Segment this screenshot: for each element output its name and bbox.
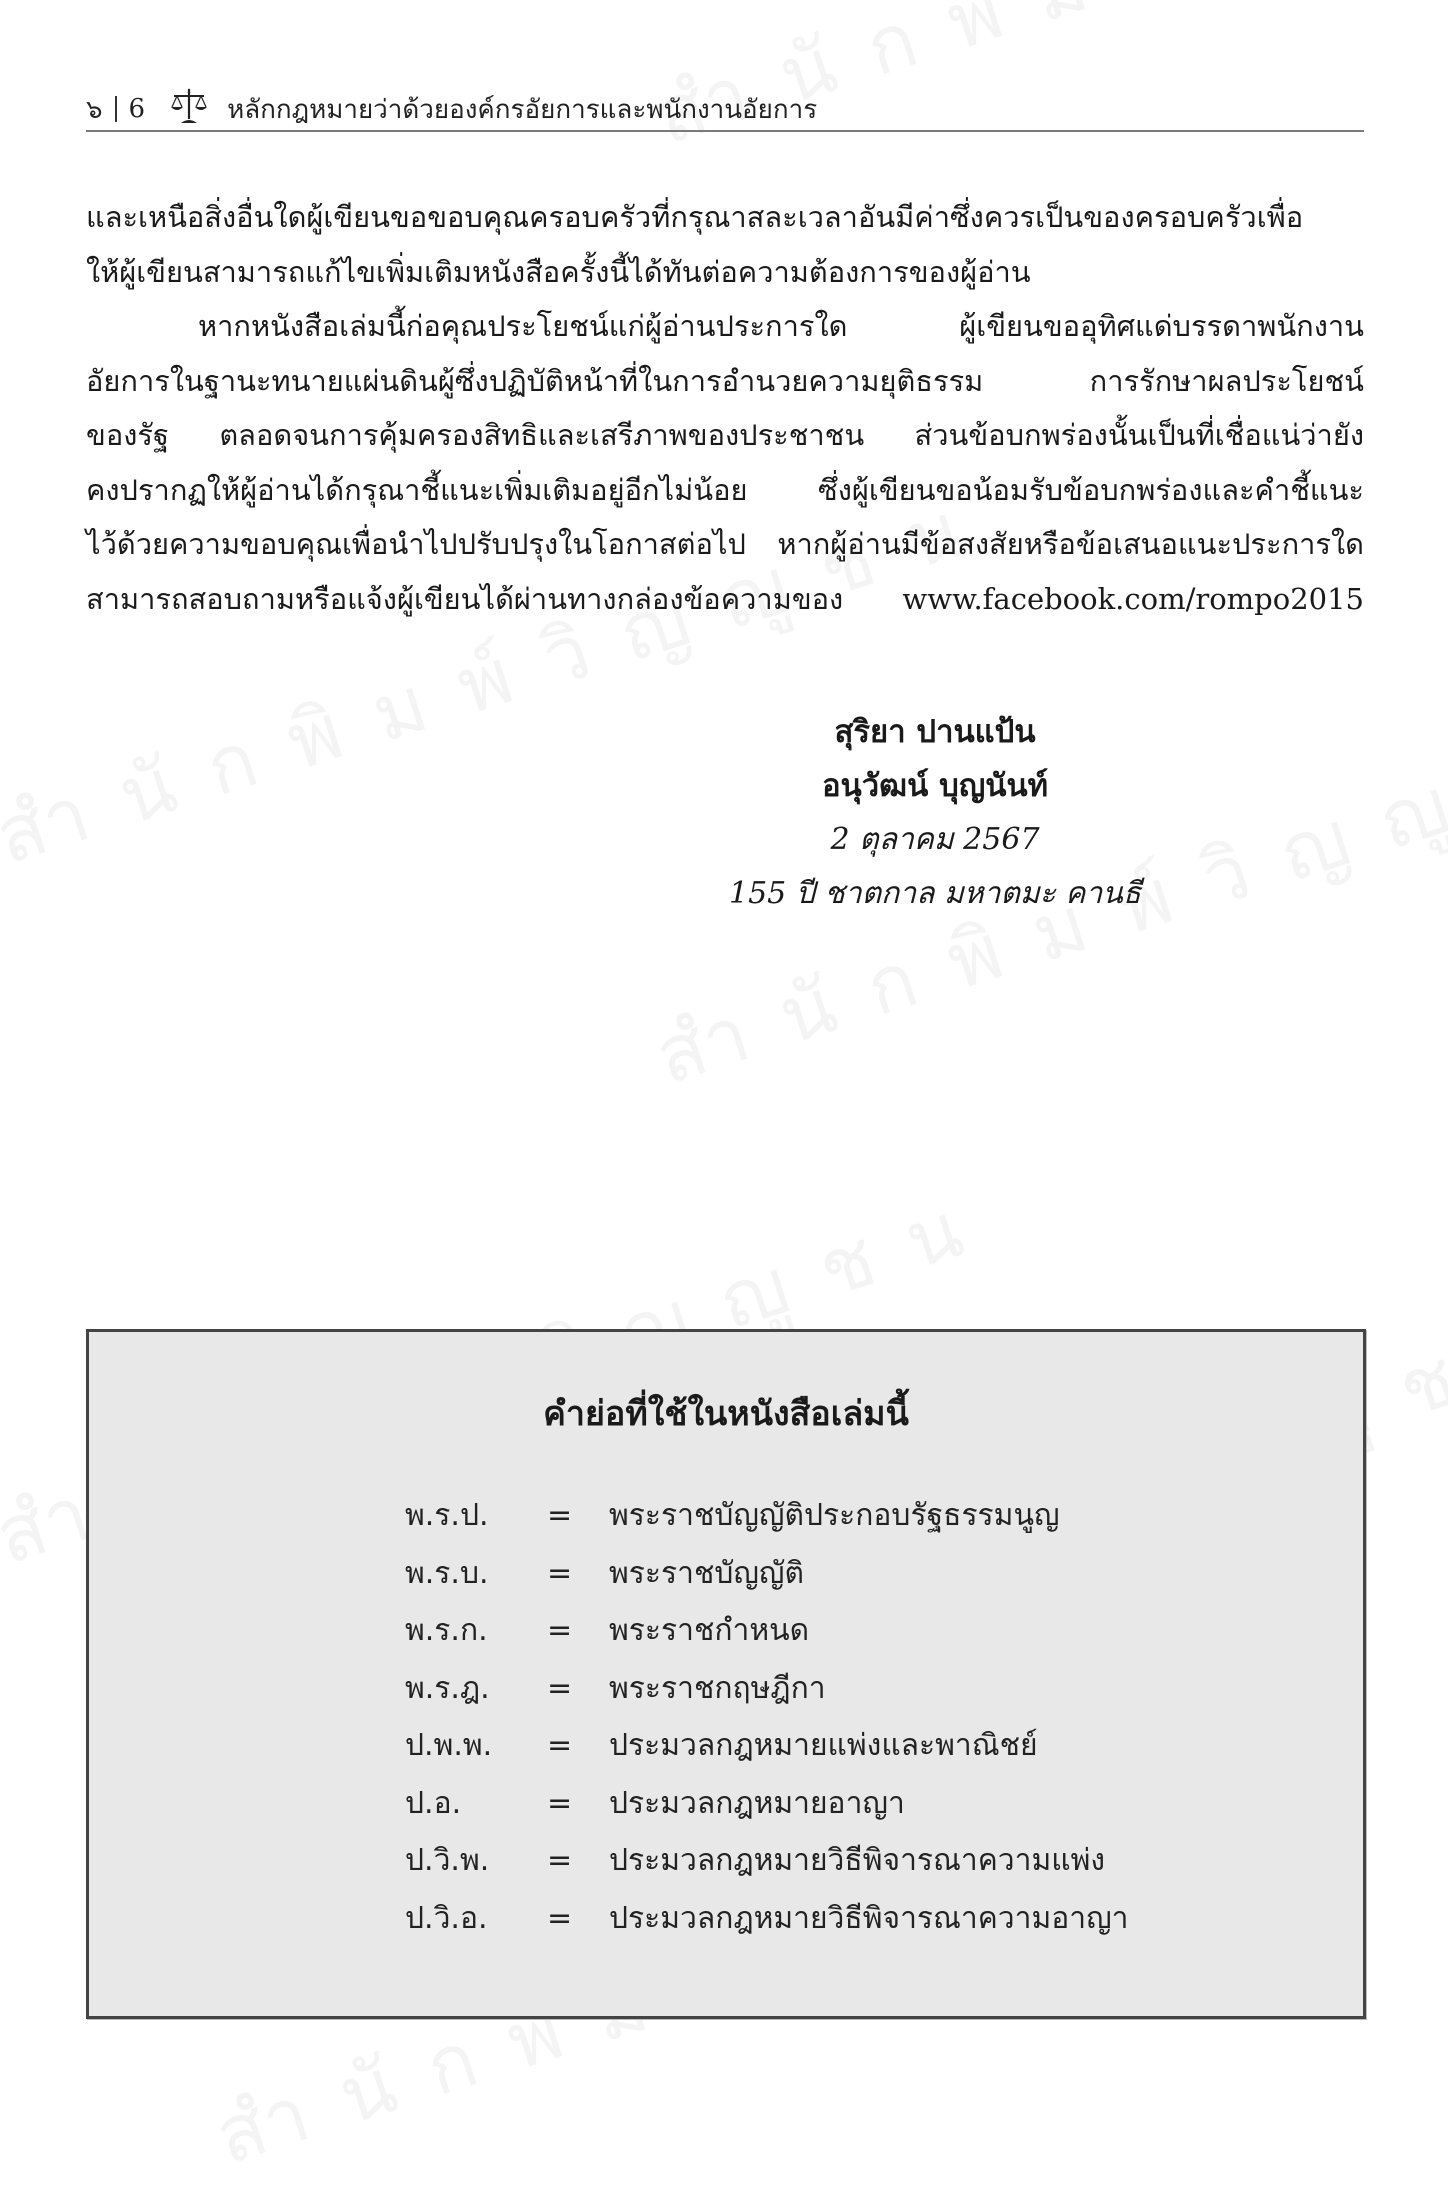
equals-sign: = (547, 1670, 573, 1706)
abbreviation: พ.ร.ป. (405, 1498, 489, 1533)
text-line: ของรัฐ ตลอดจนการคุ้มครองสิทธิและเสรีภาพของประชาชน ส่วนข้อบกพร่องนั้นเป็นที่เชื่อแน่ว่ายัง (86, 418, 1364, 452)
abbreviation-meaning: พระราชบัญญัติประกอบรัฐธรรมนูญ (609, 1498, 1060, 1533)
abbreviation-row (405, 1780, 1129, 1838)
abbreviations-box (86, 1329, 1366, 2019)
abbreviation-row (405, 1492, 1129, 1550)
abbreviation-meaning: ประมวลกฎหมายวิธีพิจารณาความอาญา (609, 1900, 1129, 1936)
abbreviation: พ.ร.บ. (405, 1555, 489, 1591)
equals-sign: = (547, 1613, 573, 1648)
abbreviation: ป.อ. (405, 1785, 462, 1821)
equals-sign: = (547, 1785, 573, 1821)
text-line: คงปรากฏให้ผู้อ่านได้กรุณาชี้แนะเพิ่มเติมอยู่อีกไม่น้อย ซึ่งผู้เขียนขอน้อมรับข้อบกพร่องและคำชี้แนะ (86, 472, 1364, 507)
preface-paragraph-2 (86, 299, 1364, 626)
equals-sign: = (547, 1498, 573, 1533)
abbreviation-meaning: ประมวลกฎหมายวิธีพิจารณาความแพ่ง (609, 1843, 1105, 1878)
header-divider (86, 130, 1364, 132)
abbreviation-row (405, 1665, 1129, 1723)
preface-paragraph-1 (86, 190, 1364, 299)
abbreviation-meaning: ประมวลกฎหมายอาญา (609, 1785, 905, 1821)
book-title: หลักกฎหมายว่าด้วยองค์กรอัยการและพนักงานอัยการ (227, 94, 818, 125)
signature-date: 2 ตุลาคม 2567 (830, 822, 1040, 857)
abbreviation-row (405, 1607, 1129, 1665)
page-number-thai: ๖ (86, 94, 103, 125)
abbreviation: ป.วิ.อ. (405, 1900, 488, 1936)
scales-of-justice-icon (169, 88, 227, 131)
equals-sign: = (547, 1728, 573, 1763)
abbreviation-row (405, 1722, 1129, 1780)
author-name-2: อนุวัฒน์ บุญนันท์ (821, 768, 1049, 804)
abbreviations-title: คำย่อที่ใช้ในหนังสือเล่มนี้ (543, 1394, 909, 1434)
text-line: อัยการในฐานะทนายแผ่นดินผู้ซึ่งปฏิบัติหน้าที่ในการอำนวยความยุติธรรม การรักษาผลประโยชน์ (86, 363, 1364, 398)
text-line: ให้ผู้เขียนสามารถแก้ไขเพิ่มเติมหนังสือครั้งนี้ได้ทันต่อความต้องการของผู้อ่าน (86, 254, 1031, 289)
abbreviation-row (405, 1550, 1129, 1608)
page-number-arabic: 6 (128, 94, 146, 124)
abbreviation-row (405, 1837, 1129, 1895)
equals-sign: = (547, 1900, 573, 1936)
page-number-separator (115, 96, 117, 122)
running-header (86, 88, 1364, 130)
equals-sign: = (547, 1555, 573, 1591)
signature-block (700, 705, 1170, 921)
abbreviation: พ.ร.ก. (405, 1613, 488, 1648)
abbreviation: ป.วิ.พ. (405, 1843, 490, 1878)
abbreviation: พ.ร.ฎ. (405, 1670, 490, 1706)
abbreviation-meaning: พระราชบัญญัติ (609, 1555, 804, 1591)
text-line: และเหนือสิ่งอื่นใดผู้เขียนขอขอบคุณครอบครัวที่กรุณาสละเวลาอันมีค่าซึ่งควรเป็นของครอบครัวเพื่อ (86, 200, 1304, 234)
text-line: ไว้ด้วยความขอบคุณเพื่อนำไปปรับปรุงในโอกาสต่อไป หากผู้อ่านมีข้อสงสัยหรือข้อเสนอแนะประการใด (86, 527, 1364, 561)
abbreviation-meaning: ประมวลกฎหมายแพ่งและพาณิชย์ (609, 1728, 1038, 1763)
abbreviations-table (405, 1492, 1129, 1952)
text-line-with-contact-link: สามารถสอบถามหรือแจ้งผู้เขียนได้ผ่านทางกล่องข้อความของ www.facebook.com/rompo2015 (86, 581, 1364, 616)
text-line: หากหนังสือเล่มนี้ก่อคุณประโยชน์แก่ผู้อ่านประการใด ผู้เขียนขออุทิศแด่บรรดาพนักงาน (198, 309, 1364, 343)
signature-occasion: 155 ปี ชาตกาล มหาตมะ คานธี (728, 876, 1142, 911)
abbreviation-meaning: พระราชกำหนด (609, 1613, 810, 1648)
author-name-1: สุริยา ปานแป้น (834, 714, 1036, 750)
equals-sign: = (547, 1843, 573, 1878)
abbreviation: ป.พ.พ. (405, 1728, 493, 1763)
abbreviation-row (405, 1895, 1129, 1953)
preface-body (86, 190, 1364, 626)
abbreviation-meaning: พระราชกฤษฎีกา (609, 1670, 826, 1706)
